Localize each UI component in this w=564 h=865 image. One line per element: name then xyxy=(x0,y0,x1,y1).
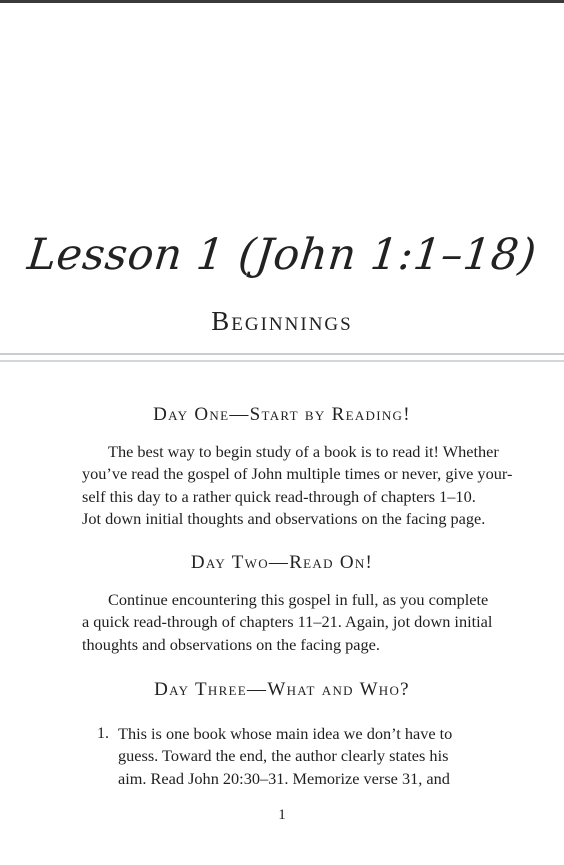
list-item-line: This is one book whose main idea we don’t have to xyxy=(118,724,453,743)
paragraph-line: you’ve read the gospel of John multiple times or never, give your- xyxy=(82,464,513,484)
paragraph-line: Continue encountering this gospel in full, as you complete xyxy=(108,590,489,609)
list-item-line: guess. Toward the end, the author clearly states his xyxy=(118,746,449,766)
day-one-paragraph xyxy=(82,441,513,530)
paragraph-line: a quick read-through of chapters 11–21. Again, jot down initial xyxy=(82,612,493,632)
section-heading-day-one: Day One—Start by Reading! xyxy=(153,404,411,425)
list-item-line: aim. Read John 20:30–31. Memorize verse 31, and xyxy=(118,768,450,788)
section-heading-day-three: Day Three—What and Who? xyxy=(154,679,410,700)
chapter-title: Beginnings xyxy=(211,306,353,336)
list-item-text xyxy=(118,723,518,790)
paragraph-line: The best way to begin study of a book is to read it! Whether xyxy=(108,442,499,461)
title-divider-rule-second xyxy=(0,360,564,362)
lesson-title: Lesson 1 (John 1:1–18) xyxy=(25,230,539,280)
paragraph-line: Jot down initial thoughts and observations on the facing page. xyxy=(82,508,486,528)
top-border-rule xyxy=(0,0,564,3)
page-number: 1 xyxy=(278,807,286,823)
list-item-number: 1. xyxy=(97,725,109,742)
day-two-paragraph xyxy=(82,589,506,656)
paragraph-line: thoughts and observations on the facing page. xyxy=(82,634,380,654)
paragraph-line: self this day to a rather quick read-through of chapters 1–10. xyxy=(82,486,476,506)
title-divider-rule xyxy=(0,353,564,355)
section-heading-day-two: Day Two—Read On! xyxy=(190,552,374,573)
